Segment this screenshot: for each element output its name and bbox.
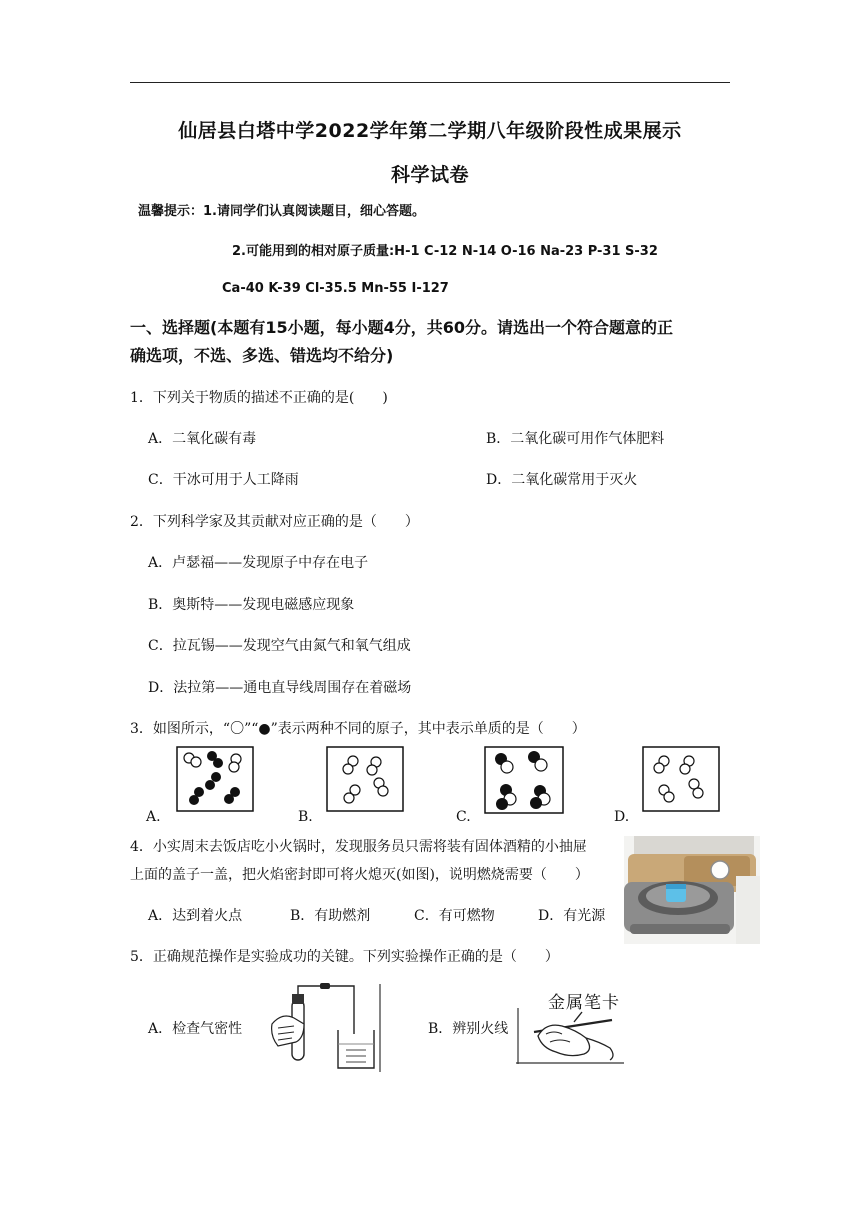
q5-option-b: B．辨别火线 [428,1021,509,1037]
q4-option-d: D．有光源 [538,908,606,924]
section1-heading-line-2: 确选项，不选、多选、错选均不给分) [130,346,394,365]
header-rule [130,82,730,83]
q3-figure-b [326,746,404,812]
page-title: 仙居县白塔中学2022学年第二学期八年级阶段性成果展示 [178,120,682,142]
q2-option-a: A．卢瑟福——发现原子中存在电子 [148,555,369,571]
q4-stem-line-2: 上面的盖子一盖，把火焰密封即可将火熄灭(如图)，说明燃烧需要（ ） [130,867,589,883]
airtightness-apparatus-figure [268,984,382,1072]
q2-option-c: C．拉瓦锡——发现空气由氮气和氧气组成 [148,638,411,654]
q4-option-c: C．有可燃物 [414,908,495,924]
q4-stem-line-1: 4．小实周末去饭店吃小火锅时，发现服务员只需将装有固体酒精的小抽屉 [130,839,587,855]
q2-stem: 2．下列科学家及其贡献对应正确的是（ ） [130,514,419,530]
q3-label-a: A. [146,809,161,825]
q3-label-c: C. [456,809,471,825]
q5-option-a: A．检查气密性 [148,1021,243,1037]
page-subtitle: 科学试卷 [390,164,469,186]
q4-option-b: B．有助燃剂 [290,908,371,924]
q5-stem: 5．正确规范操作是实验成功的关键。下列实验操作正确的是（ ） [130,949,559,965]
notes-line-2: 2.可能用到的相对原子质量:H-1 C-12 N-14 O-16 Na-23 P-31 S-32 [232,244,658,259]
q1-option-a: A．二氧化碳有毒 [148,431,257,447]
notes-line-1: 温馨提示：1.请同学们认真阅读题目，细心答题。 [138,204,425,219]
q3-figure-d [642,746,720,812]
q2-option-b: B．奥斯特——发现电磁感应现象 [148,597,355,613]
hotpot-drawer-photo [624,836,760,944]
q3-figure-a [176,746,254,812]
section1-heading-line-1: 一、选择题(本题有15小题，每小题4分，共60分。请选出一个符合题意的正 [130,318,673,337]
test-pen-hand-figure [516,1008,626,1064]
q1-option-c: C．干冰可用于人工降雨 [148,472,299,488]
q1-option-b: B．二氧化碳可用作气体肥料 [486,431,665,447]
q3-stem: 3．如图所示，“〇”“●”表示两种不同的原子，其中表示单质的是（ ） [130,721,586,737]
q2-option-d: D．法拉第——通电直导线周围存在着磁场 [148,680,412,696]
q1-stem: 1．下列关于物质的描述不正确的是( ) [130,390,388,406]
q4-option-a: A．达到着火点 [148,908,243,924]
q3-label-b: B. [298,809,313,825]
notes-line-3: Ca-40 K-39 Cl-35.5 Mn-55 I-127 [222,281,449,296]
q3-figure-c [484,746,564,814]
metal-pen-clip-label: 金属笔卡 [548,993,620,1013]
q3-label-d: D. [614,809,630,825]
q1-option-d: D．二氧化碳常用于灭火 [486,472,638,488]
